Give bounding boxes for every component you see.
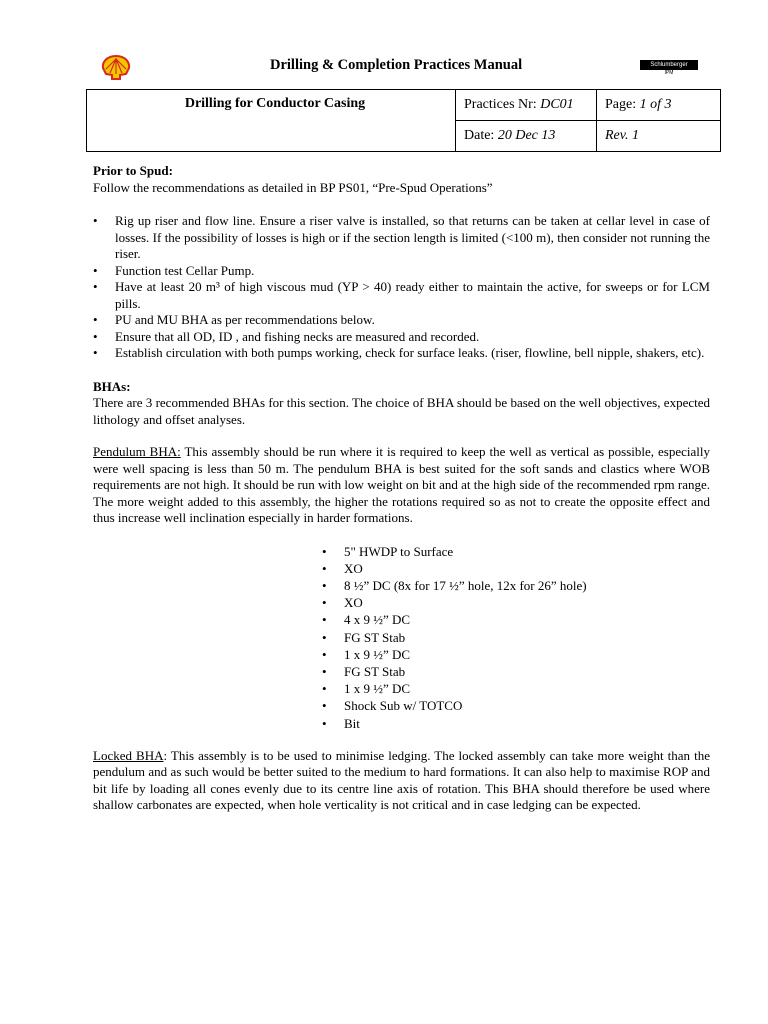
locked-bha-label: Locked BHA (93, 747, 164, 763)
practices-number-cell (456, 90, 597, 121)
list-item: • 1 x 9 ½” DC (322, 646, 710, 663)
page-value: 1 of 3 (639, 97, 672, 112)
date-label: Date: (464, 128, 495, 143)
list-item: • FG ST Stab (322, 663, 710, 680)
list-item: • Bit (322, 715, 710, 732)
list-item: • Shock Sub w/ TOTCO (322, 697, 710, 714)
page-label: Page: (605, 97, 637, 112)
bhas-intro: There are 3 recommended BHAs for this section. The choice of BHA should be based on the well objectives, expected lithology and offset analyses. (93, 395, 710, 427)
prior-to-spud-list (93, 213, 710, 362)
bhas-heading: BHAs: (93, 378, 131, 394)
locked-bha-paragraph (93, 748, 710, 814)
date-cell (456, 121, 597, 152)
practices-value: DC01 (540, 97, 574, 112)
list-item: • XO (322, 594, 710, 611)
list-item: • Function test Cellar Pump. (93, 263, 710, 280)
list-item: • 1 x 9 ½” DC (322, 680, 710, 697)
schlumberger-logo (640, 52, 698, 78)
schlumberger-wordmark: Schlumberger (640, 60, 698, 70)
list-item: • 8 ½” DC (8x for 17 ½” hole, 12x for 26” hole) (322, 577, 710, 594)
date-value: 20 Dec 13 (497, 128, 556, 143)
locked-bha-text: : This assembly is to be used to minimise ledging. The locked assembly can take more weight than the pendulum and as such would be better suited to the medium to hard formations. It can also help to maximise ROP and bit life by loading all cones evenly due to its centre line axis of rotation. This BHA should therefore be used where shallow carbonates are expected, when hole verticality is not critical and in case ledging can be expected. (93, 747, 710, 813)
list-item: • Establish circulation with both pumps working, check for surface leaks. (riser, flowline, bell nipple, shakers, etc). (93, 345, 710, 362)
list-item: • Ensure that all OD, ID , and fishing necks are measured and recorded. (93, 329, 710, 346)
prior-to-spud-intro: Follow the recommendations as detailed in BP PS01, “Pre-Spud Operations” (93, 179, 493, 195)
list-item: • PU and MU BHA as per recommendations below. (93, 312, 710, 329)
revision-cell: Rev. 1 (597, 121, 721, 152)
list-item: • 5" HWDP to Surface (322, 543, 710, 560)
document-body (93, 163, 710, 814)
document-info-table (86, 89, 721, 152)
pendulum-bha-paragraph (93, 444, 710, 527)
list-item: • Have at least 20 m³ of high viscous mud (YP > 40) ready either to maintain the active, for sweeps or for LCM pills. (93, 279, 710, 312)
list-item: • Rig up riser and flow line. Ensure a riser valve is installed, so that returns can be taken at cellar level in case of losses. If the possibility of losses is high or if the section length is limited (<100 m), then consider not running the riser. (93, 213, 710, 263)
document-title: Drilling for Conductor Casing (87, 90, 456, 152)
list-item: • 4 x 9 ½” DC (322, 611, 710, 628)
pendulum-bha-text: This assembly should be run where it is required to keep the well as vertical as possible, especially were well spacing is less than 50 m. The pendulum BHA is best suited for the soft sands and clastics where WOB requirements are not high. It should be run with low weight on bit and at the high side of the recommended rpm range. The more weight added to this assembly, the higher the rotations required so as not to create the opposite effect and thus increase well inclination especially in harder formations. (93, 444, 710, 525)
ipm-label: IPM (664, 70, 674, 76)
shell-logo-icon (101, 54, 131, 80)
list-item: • FG ST Stab (322, 629, 710, 646)
pendulum-bha-list (93, 543, 710, 732)
list-item: • XO (322, 560, 710, 577)
prior-to-spud-heading: Prior to Spud: (93, 163, 173, 178)
page-cell (597, 90, 721, 121)
manual-title: Drilling & Completion Practices Manual (270, 57, 523, 73)
pendulum-bha-label: Pendulum BHA: (93, 444, 181, 459)
practices-label: Practices Nr: (464, 97, 537, 112)
